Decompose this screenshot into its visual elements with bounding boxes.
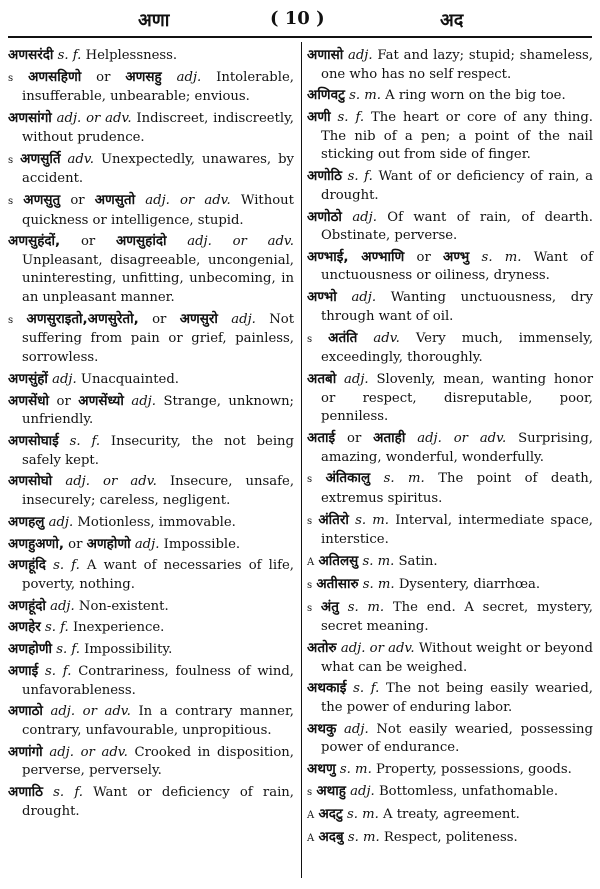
definition: Strange, unknown; unfriendly. [22, 393, 295, 428]
etymology-prefix: s [8, 314, 14, 326]
headword: अणहूंदो [8, 597, 46, 614]
dictionary-entry [307, 370, 593, 427]
headword: अणिवटु [307, 87, 345, 104]
headword: अथकाई [307, 680, 347, 697]
dictionary-entry [307, 760, 593, 780]
header-left-guideword: अणा [138, 10, 170, 31]
definition: Without quickness or intelligence, stupid. [22, 192, 294, 228]
etymology-prefix: s [8, 154, 14, 166]
definition: Insecurity, the not being safely kept. [22, 433, 294, 468]
part-of-speech: s. f. [353, 681, 380, 697]
dictionary-entry [8, 743, 294, 781]
dictionary-entry [8, 392, 294, 430]
definition: Impossibility. [84, 642, 173, 658]
part-of-speech: adj. or adv. [56, 111, 132, 127]
page-header [0, 4, 600, 34]
part-of-speech: adj. or adv. [65, 474, 157, 490]
dictionary-entry [307, 167, 593, 205]
dictionary-entry [307, 288, 593, 326]
headword: अणसुतु [23, 191, 61, 208]
definition: Motionless, immovable. [77, 514, 236, 530]
part-of-speech: adj. [351, 290, 377, 306]
dictionary-entry [307, 782, 593, 803]
headword: अणहलु [8, 513, 45, 530]
etymology-prefix: s [307, 333, 313, 345]
headword: अतोरु [307, 640, 337, 657]
dictionary-entry [8, 556, 294, 594]
dictionary-entry [307, 429, 593, 467]
alternate-headword: अणहोणो [86, 535, 131, 552]
part-of-speech: s. f. [57, 48, 82, 63]
headword: अणसहिणो [28, 68, 82, 85]
definition: Contrariness, foulness of wind, unfavorableness. [22, 664, 294, 698]
part-of-speech: s. f. [45, 664, 72, 679]
etymology-prefix: s [8, 195, 14, 207]
definition: Helplessness. [85, 48, 178, 63]
part-of-speech: s. f. [69, 433, 101, 449]
definition: Want or deficiency of rain, drought. [22, 785, 294, 819]
dictionary-entry [307, 108, 593, 165]
definition: A treaty, agreement. [383, 806, 520, 822]
part-of-speech: adj. [134, 536, 160, 552]
dictionary-entry [307, 575, 593, 596]
definition: Respect, politeness. [383, 829, 518, 845]
dictionary-entry [8, 68, 294, 107]
part-of-speech: adj. [52, 371, 77, 387]
column-divider [301, 42, 302, 878]
alternate-headword: अणसुरो [179, 310, 218, 327]
headword: अणसुंहों [8, 370, 48, 387]
etymology-prefix: s [307, 515, 313, 527]
headword: अताई [307, 429, 336, 446]
part-of-speech: adj. or adv. [50, 704, 131, 720]
definition: Unpleasant, disagreeable, uncongenial, uninteresting, unfitting, unbecoming, in an unpleasant manner. [22, 252, 294, 306]
part-of-speech: adj. [344, 721, 369, 737]
part-of-speech: s. f. [347, 169, 373, 185]
definition: The not being easily wearied, the power of enduring labor. [321, 681, 593, 715]
part-of-speech: s. m. [362, 576, 395, 592]
left-column [8, 46, 294, 824]
headword: अणहोणी [8, 641, 52, 658]
alternate-headword: अण्भु [443, 248, 470, 265]
definition: Non-existent. [78, 598, 169, 614]
headword: अणाठि [8, 784, 43, 801]
dictionary-entry [307, 511, 593, 550]
headword: अण्भाई, अण्भाणि [307, 248, 405, 265]
part-of-speech: s. f. [44, 620, 69, 636]
headword: अतीसारु [316, 575, 359, 592]
headword: अंतिरो [318, 511, 349, 528]
part-of-speech: adj. or adv. [187, 234, 294, 250]
headword: अदटु [318, 805, 343, 822]
dictionary-entry [8, 109, 294, 147]
etymology-prefix: A [307, 809, 315, 821]
part-of-speech: adj. [352, 209, 377, 225]
headword: अणासो [307, 47, 344, 63]
headword: अणसुर्ति [20, 150, 61, 167]
dictionary-entry [307, 828, 593, 849]
definition: Unexpectedly, unawares, by accident. [22, 151, 295, 187]
part-of-speech: adj. [48, 514, 74, 530]
dictionary-entry [307, 552, 593, 573]
part-of-speech: adj. [231, 311, 256, 327]
definition: Not easily wearied, possessing power of endurance. [321, 721, 593, 756]
headword: अणसोघाई [8, 432, 59, 449]
etymology-prefix: A [307, 557, 315, 569]
part-of-speech: s. f. [56, 642, 80, 658]
definition: A want of necessaries of life, poverty, nothing. [22, 558, 294, 592]
definition: Indiscreet, indiscreetly, without prudence. [22, 111, 294, 145]
definition: The end. A secret, mystery, secret meaning. [321, 599, 594, 635]
dictionary-entry [8, 46, 294, 66]
dictionary-entry [8, 310, 294, 368]
definition: Satin. [398, 554, 438, 570]
headword: अतंति [328, 329, 358, 346]
part-of-speech: s. m. [347, 829, 380, 845]
headword-connector: or [70, 192, 85, 208]
part-of-speech: s. f. [53, 785, 83, 801]
definition: The heart or core of any thing. The nib of a pen; a point of the nail sticking out from side of finger. [321, 110, 593, 163]
headword-connector: or [152, 311, 167, 327]
definition: Want of unctuousness or oiliness, dryness. [321, 249, 593, 284]
etymology-prefix: s [307, 786, 313, 798]
dictionary-entry [307, 329, 593, 368]
dictionary-entry [307, 86, 593, 106]
headword-connector: or [68, 536, 83, 552]
part-of-speech: s. m. [339, 762, 372, 778]
dictionary-entry [8, 191, 294, 230]
headword-connector: or [96, 69, 111, 85]
headword: अणसेंधो [8, 392, 49, 409]
headword: अणांगो [8, 743, 43, 760]
dictionary-entry [307, 248, 593, 286]
part-of-speech: adj. or adv. [340, 641, 415, 657]
part-of-speech: adj. or adv. [145, 192, 231, 208]
dictionary-entry [8, 662, 294, 700]
part-of-speech: s. m. [481, 249, 522, 265]
dictionary-entry [8, 370, 294, 390]
headword: अणसरंदी [8, 47, 54, 63]
definition: A ring worn on the big toe. [385, 88, 566, 104]
headword: अणहुअणो, [8, 535, 64, 552]
headword: अणाठो [8, 703, 43, 720]
headword-connector: or [416, 249, 431, 265]
etymology-prefix: s [8, 72, 14, 84]
part-of-speech: adj. [50, 598, 75, 614]
headword: अतबो [307, 371, 337, 387]
dictionary-entry [8, 432, 294, 470]
definition: Intolerable, insufferable, unbearable; envious. [22, 69, 294, 105]
headword: अणहूंदि [8, 557, 46, 574]
dictionary-entry [8, 535, 294, 555]
page-number: ( 10 ) [270, 8, 325, 29]
part-of-speech: adj. [176, 69, 202, 85]
headword-connector: or [56, 393, 71, 409]
dictionary-entry [8, 232, 294, 307]
part-of-speech: adv. [373, 330, 400, 346]
definition: Wanting unctuousness, dry through want of oil. [321, 290, 593, 324]
definition: Surprising, amazing, wonderful, wonderfully. [321, 430, 594, 465]
headword: अंतु [320, 598, 339, 615]
headword: अणसुहंदों, [8, 233, 61, 250]
headword: अथकु [307, 720, 337, 737]
alternate-headword: अणसुहांदो [115, 233, 167, 250]
dictionary-entry [8, 513, 294, 533]
dictionary-entry [307, 679, 593, 717]
part-of-speech: s. m. [355, 512, 389, 528]
dictionary-entry [307, 46, 593, 84]
headword: अण्भो [307, 289, 337, 306]
part-of-speech: adv. [67, 151, 94, 167]
headword: अणाई [8, 663, 39, 679]
etymology-prefix: s [307, 474, 313, 486]
dictionary-entry [8, 783, 294, 821]
part-of-speech: adj. [344, 372, 369, 387]
definition: Of want of rain, of dearth. Obstinate, perverse. [321, 209, 593, 244]
headword-connector: or [80, 234, 96, 250]
definition: Want of or deficiency of rain, a drought. [321, 169, 593, 203]
definition: Interval, intermediate space, interstice. [321, 512, 593, 548]
definition: Property, possessions, goods. [375, 762, 572, 778]
part-of-speech: s. f. [53, 558, 80, 574]
alternate-headword: अणसहु [125, 68, 162, 85]
dictionary-entry [8, 702, 294, 740]
headword: अंतिकालु [325, 470, 371, 487]
dictionary-entry [307, 208, 593, 246]
definition: Bottomless, unfathomable. [378, 783, 559, 799]
part-of-speech: s. m. [383, 471, 425, 487]
definition: Impossible. [163, 536, 241, 552]
definition: Fat and lazy; stupid; shameless, one who has no self respect. [321, 48, 593, 82]
etymology-prefix: s [307, 602, 313, 614]
definition: Slovenly, mean, wanting honor or respect, disreputable, poor, penniless. [321, 372, 594, 425]
dictionary-entry [307, 720, 593, 758]
definition: Unacquainted. [80, 371, 179, 387]
definition: The point of death, extremus spiritus. [321, 471, 593, 506]
dictionary-entry [8, 597, 294, 617]
headword: अणोठो [307, 208, 342, 225]
alternate-headword: अणसुतो [94, 191, 136, 208]
part-of-speech: s. m. [349, 88, 381, 104]
definition: Insecure, unsafe, insecurely; careless, negligent. [22, 474, 295, 508]
header-right-guideword: अद [440, 10, 464, 31]
headword: अणसुराइतो,अणसुरेतो, [26, 310, 139, 327]
etymology-prefix: A [307, 832, 315, 844]
dictionary-entry [8, 472, 294, 510]
part-of-speech: s. f. [337, 110, 365, 126]
part-of-speech: adj. [350, 783, 375, 799]
definition: Inexperience. [72, 620, 165, 636]
definition: Crooked in disposition, perverse, perversely. [22, 744, 294, 779]
part-of-speech: s. m. [346, 806, 379, 822]
dictionary-entry [307, 639, 593, 677]
headword: अणसांगो [8, 110, 52, 127]
headword: अतिलसु [318, 553, 359, 570]
headword: अथणु [307, 761, 336, 778]
header-rule [8, 36, 592, 38]
part-of-speech: s. m. [347, 599, 385, 615]
dictionary-entry [8, 150, 294, 189]
definition: Dysentery, diarrhœa. [398, 576, 541, 592]
headword: अदबु [318, 828, 344, 845]
definition: In a contrary manner, contrary, unfavourable, unpropitious. [22, 704, 294, 738]
part-of-speech: adj. or adv. [417, 430, 507, 446]
part-of-speech: s. m. [362, 554, 395, 570]
definition: Without weight or beyond what can be weighed. [321, 641, 593, 675]
dictionary-entry [307, 598, 593, 637]
alternate-headword: अणसेंध्यो [78, 392, 124, 409]
dictionary-entry [307, 805, 593, 826]
part-of-speech: adj. [131, 393, 156, 409]
headword: अणी [307, 109, 331, 126]
headword-connector: or [347, 430, 362, 446]
headword: अणहेर [8, 619, 41, 636]
headword: अणसोघो [8, 473, 53, 490]
part-of-speech: adj. or adv. [49, 744, 128, 760]
headword: अणोठि [307, 168, 342, 185]
definition: Very much, immensely, exceedingly, thoroughly. [321, 330, 594, 366]
part-of-speech: adj. [348, 48, 373, 63]
right-column [307, 46, 593, 850]
etymology-prefix: s [307, 579, 313, 591]
alternate-headword: अताही [373, 429, 406, 446]
definition: Not suffering from pain or grief, painless, sorrowless. [22, 311, 294, 366]
dictionary-entry [8, 640, 294, 660]
dictionary-entry [307, 469, 593, 508]
dictionary-entry [8, 618, 294, 638]
headword: अथाहु [316, 782, 346, 799]
